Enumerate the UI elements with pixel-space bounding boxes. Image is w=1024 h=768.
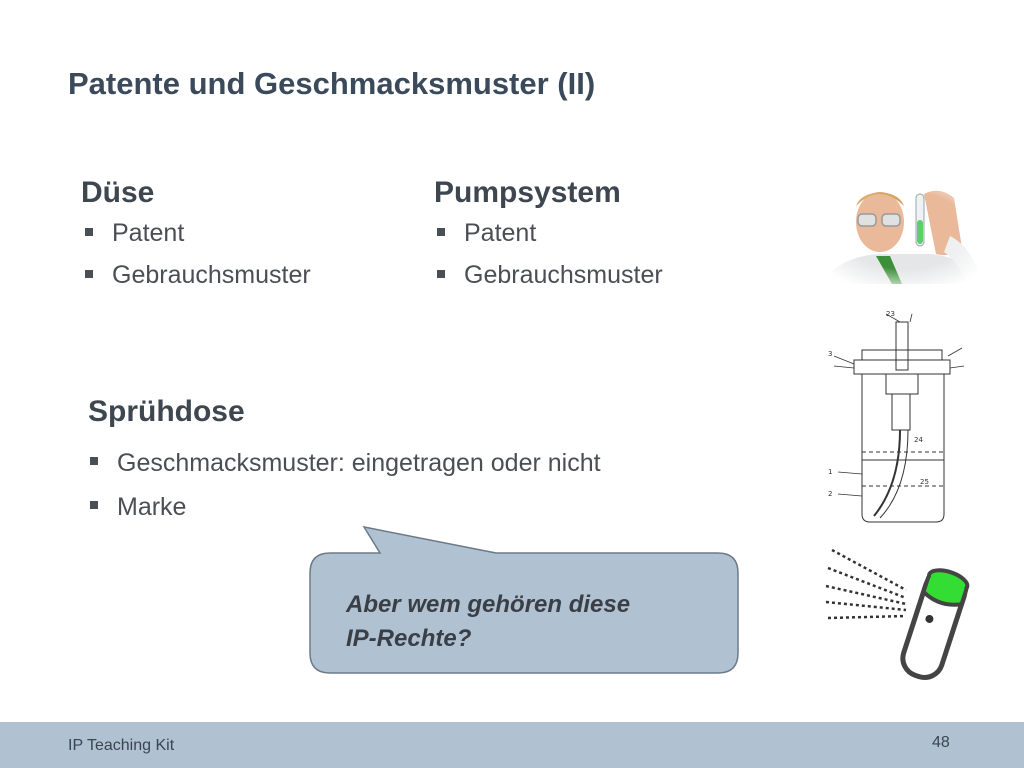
svg-text:24: 24 xyxy=(914,436,923,444)
slide-title: Patente und Geschmacksmuster (II) xyxy=(68,66,596,101)
scientist-photo xyxy=(820,176,990,284)
callout-line-1: Aber wem gehören diese xyxy=(346,591,631,618)
bullet-list-pumpsystem xyxy=(464,218,663,302)
callout-text xyxy=(346,588,716,656)
callout-line-2: IP-Rechte? xyxy=(346,625,472,652)
section-heading-pumpsystem: Pumpsystem xyxy=(434,176,621,209)
list-item: Gebrauchsmuster xyxy=(112,260,311,302)
square-bullet-icon xyxy=(437,270,445,278)
square-bullet-icon xyxy=(437,228,445,236)
bullet-list-spruehdose xyxy=(117,447,637,523)
list-item: Patent xyxy=(464,218,663,260)
list-item: Gebrauchsmuster xyxy=(464,260,663,302)
svg-text:25: 25 xyxy=(920,478,929,486)
square-bullet-icon xyxy=(90,457,98,465)
svg-text:23: 23 xyxy=(886,310,895,318)
section-spruehdose xyxy=(88,395,637,535)
svg-text:1: 1 xyxy=(828,468,833,476)
spray-bottle-patent-diagram xyxy=(826,308,968,526)
section-pumpsystem xyxy=(434,176,663,302)
list-item: Marke xyxy=(117,491,637,523)
list-item: Geschmacksmuster: eingetragen oder nicht xyxy=(117,447,637,479)
section-heading-spruehdose: Sprühdose xyxy=(88,395,245,428)
footer-label: IP Teaching Kit xyxy=(68,737,175,754)
bullet-list-duese xyxy=(112,218,311,302)
spray-can-icon xyxy=(822,544,978,684)
list-item: Patent xyxy=(112,218,311,260)
square-bullet-icon xyxy=(85,228,93,236)
page-number: 48 xyxy=(932,734,950,751)
svg-text:3: 3 xyxy=(828,350,833,358)
square-bullet-icon xyxy=(90,501,98,509)
section-duese xyxy=(81,176,311,302)
section-heading-duese: Düse xyxy=(81,176,155,209)
square-bullet-icon xyxy=(85,270,93,278)
svg-text:2: 2 xyxy=(828,490,833,498)
